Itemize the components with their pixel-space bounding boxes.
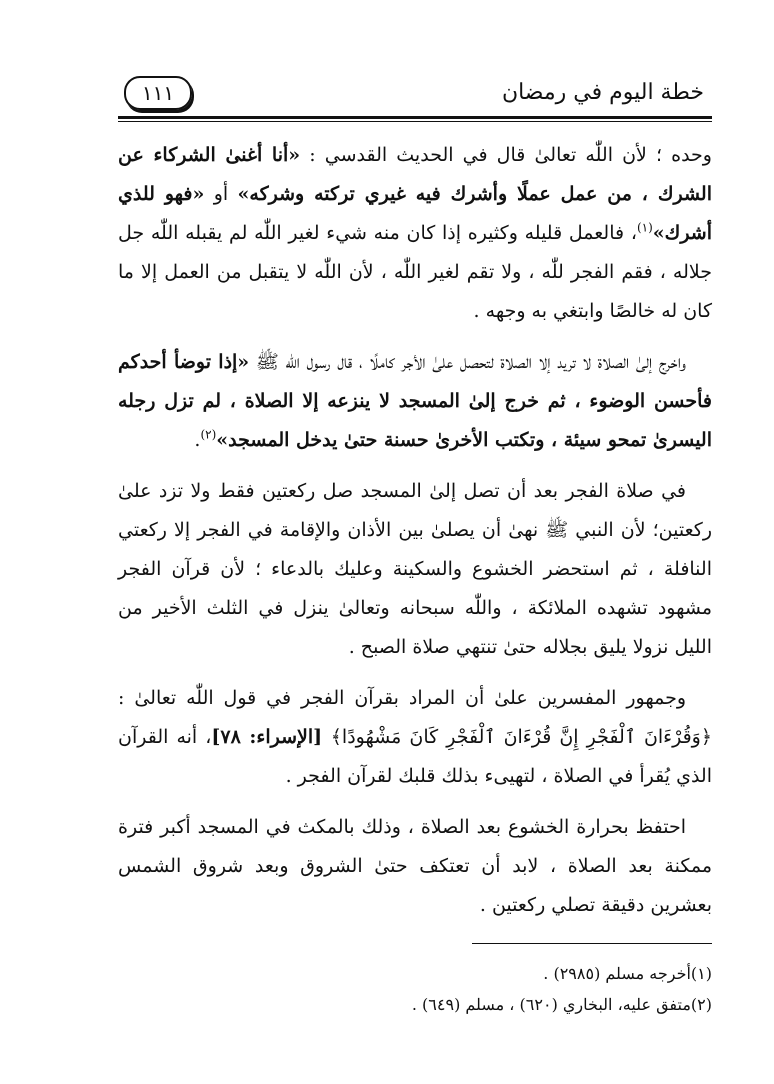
p2-text-2: .: [194, 429, 201, 451]
footnotes: [118, 958, 712, 1020]
p5-text-1: احتفظ بحرارة الخشوع بعد الصلاة ، وذلك بالمكث في المسجد أكبر فترة ممكنة بعد الصلاة ، لابد أن تعتكف حتىٰ الشروق وبعد شروق الشمس بعشرين دقيقة تصلي ركعتين .: [118, 816, 712, 916]
page-header: [118, 70, 712, 116]
paragraph-3: [118, 472, 712, 667]
footnote-separator: [472, 943, 712, 944]
page-number-badge: ١١١: [124, 76, 192, 110]
p4-text-1: وجمهور المفسرين علىٰ أن المراد بقرآن الفجر في قول اللّٰه تعالىٰ :: [118, 687, 686, 709]
verse-reference: [الإسراء: ٧٨]: [211, 726, 331, 748]
p1-text-2: أو: [204, 183, 238, 205]
footnote-1: (١)أخرجه مسلم (٢٩٨٥) .: [543, 964, 712, 983]
p1-hadith-quote-2: «فهو للذي أشرك»: [118, 183, 712, 244]
footnote-2: (٢)متفق عليه، البخاري (٦٢٠) ، مسلم (٦٤٩) .: [411, 995, 712, 1014]
p4-text-2: ، أنه القرآن الذي يُقرأ في الصلاة ، لتهيىء بذلك قلبك لقرآن الفجر .: [118, 726, 712, 787]
p1-text-3: ، فالعمل قليله وكثيره إذا كان منه شيء لغير اللّٰه لم يقبله اللّٰه جل جلاله ، فقم الفجر للّٰه ، ولا تقم لغير اللّٰه ، لأن اللّٰه لا يتقبل من العمل إلا ما كان له خالصًا وابتغي به وجهه .: [118, 222, 712, 322]
p2-hadith-quote: «إذا توضأ أحدكم فأحسن الوضوء ، ثم خرج إلىٰ المسجد لا ينزعه إلا الصلاة ، لم تزل رجله اليسرىٰ تمحو سيئة ، وتكتب الأخرىٰ حسنة حتىٰ يدخل المسجد»: [118, 351, 712, 451]
quran-verse: ﴿وَقُرْءَانَ ٱلْفَجْرِ إِنَّ قُرْءَانَ ٱلْفَجْرِ كَانَ مَشْهُودًا﴾: [330, 726, 712, 748]
footnote-ref-1[interactable]: (١): [636, 220, 653, 235]
paragraph-5: [118, 808, 712, 925]
running-title: خطة اليوم في رمضان: [501, 80, 704, 105]
paragraph-1: [118, 136, 712, 331]
p3-text-1: في صلاة الفجر بعد أن تصل إلىٰ المسجد صل ركعتين فقط ولا تزد علىٰ ركعتين؛ لأن النبي ﷺ نهىٰ أن يصلىٰ بين الأذان والإقامة في الفجر إلا ركعتي النافلة ، ثم استحضر الخشوع والسكينة وعليك بالدعاء ؛ لأن قرآن الفجر مشهود تشهده الملائكة ، واللّٰه سبحانه وتعالىٰ ينزل في الثلث الأخير من الليل نزولا يليق بجلاله حتىٰ تنتهي صلاة الصبح .: [118, 480, 712, 658]
header-rule-thick: [118, 116, 712, 119]
paragraph-4: [118, 679, 712, 796]
header-rule-thin: [118, 121, 712, 122]
p2-text-1: واخرج إلىٰ الصلاة لا تريد إلا الصلاة لتحصل علىٰ الأجر كاملًا ، قال رسول اللّٰه ﷺ: [249, 351, 686, 373]
p1-text-1: وحده ؛ لأن اللّٰه تعالىٰ قال في الحديث القدسي :: [300, 144, 712, 166]
footnote-ref-2[interactable]: (٢): [200, 427, 217, 442]
page-body: [118, 136, 712, 925]
paragraph-2: [118, 343, 712, 460]
p1-hadith-quote: «أنا أغنىٰ الشركاء عن الشرك ، من عمل عملًا وأشرك فيه غيري تركته وشركه»: [118, 144, 712, 205]
book-page: [118, 70, 712, 1030]
